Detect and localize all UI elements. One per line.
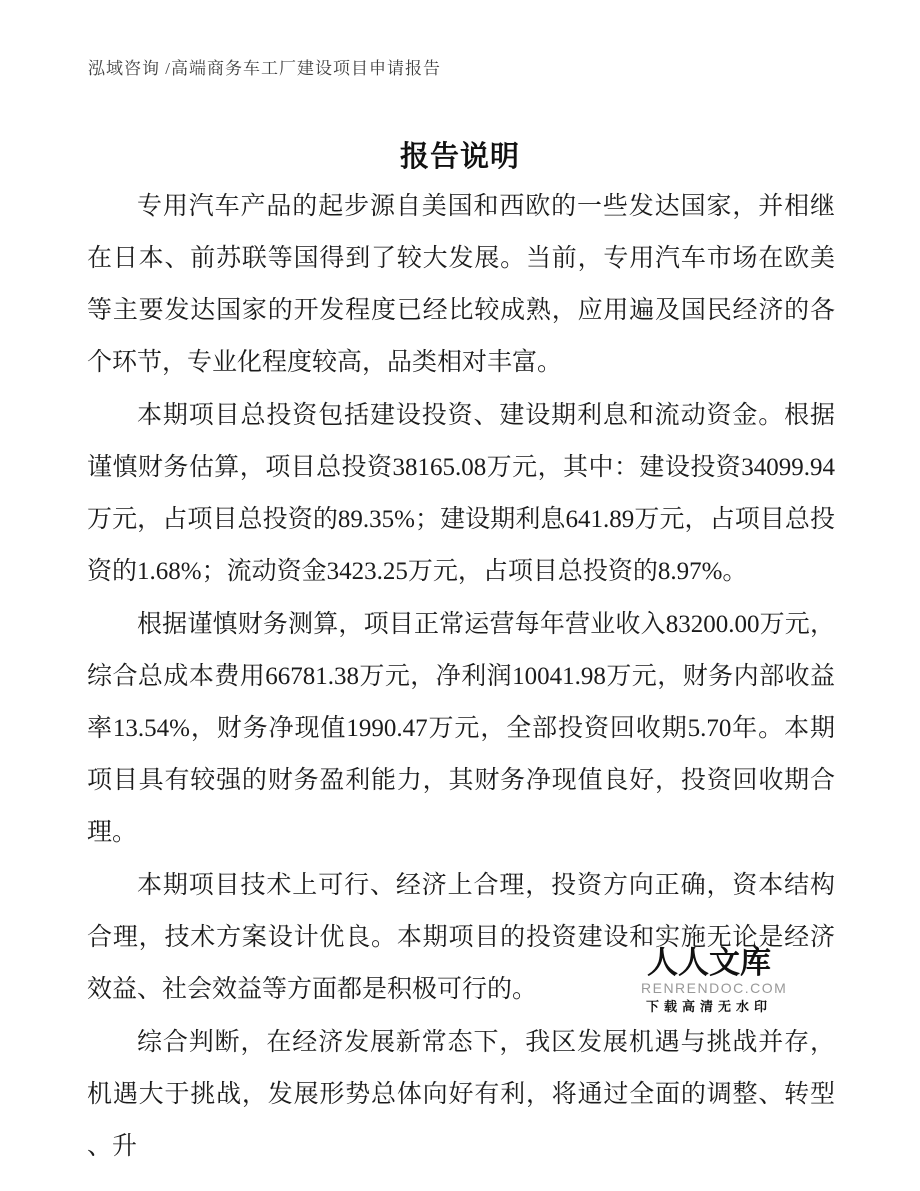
- watermark-brand-text: 人人文库: [647, 945, 771, 980]
- document-body: [87, 181, 835, 1173]
- watermark-domain-text: RENRENDOC.COM: [641, 980, 788, 997]
- page-title: 报告说明: [399, 141, 520, 173]
- paragraph: 综合判断，在经济发展新常态下，我区发展机遇与挑战并存，机遇大于挑战，发展形势总体向好有利，将通过全面的调整、转型、升: [87, 1029, 835, 1160]
- paragraph: 本期项目技术上可行、经济上合理，投资方向正确，资本结构合理，技术方案设计优良。本期项目的投资建设和实施无论是经济效益、社会效益等方面都是积极可行的。: [87, 872, 835, 1003]
- paragraph: 根据谨慎财务测算，项目正常运营每年营业收入83200.00万元，综合总成本费用66781.38万元，净利润10041.98万元，财务内部收益率13.54%，财务净现值1990.47万元，全部投资回收期5.70年。本期项目具有较强的财务盈利能力，其财务净现值良好，投资回收期合理。: [87, 611, 835, 846]
- watermark-tagline-text: 下载高清无水印: [645, 998, 772, 1014]
- page-header: 泓域咨询 /高端商务车工厂建设项目申请报告: [88, 59, 441, 78]
- paragraph: 本期项目总投资包括建设投资、建设期利息和流动资金。根据谨慎财务估算，项目总投资38165.08万元，其中：建设投资34099.94万元，占项目总投资的89.35%；建设期利息641.89万元，占项目总投资的1.68%；流动资金3423.25万元，占项目总投资的8.97%。: [87, 402, 835, 585]
- paragraph: 专用汽车产品的起步源自美国和西欧的一些发达国家，并相继在日本、前苏联等国得到了较大发展。当前，专用汽车市场在欧美等主要发达国家的开发程度已经比较成熟，应用遍及国民经济的各个环节，专业化程度较高，品类相对丰富。: [87, 193, 835, 376]
